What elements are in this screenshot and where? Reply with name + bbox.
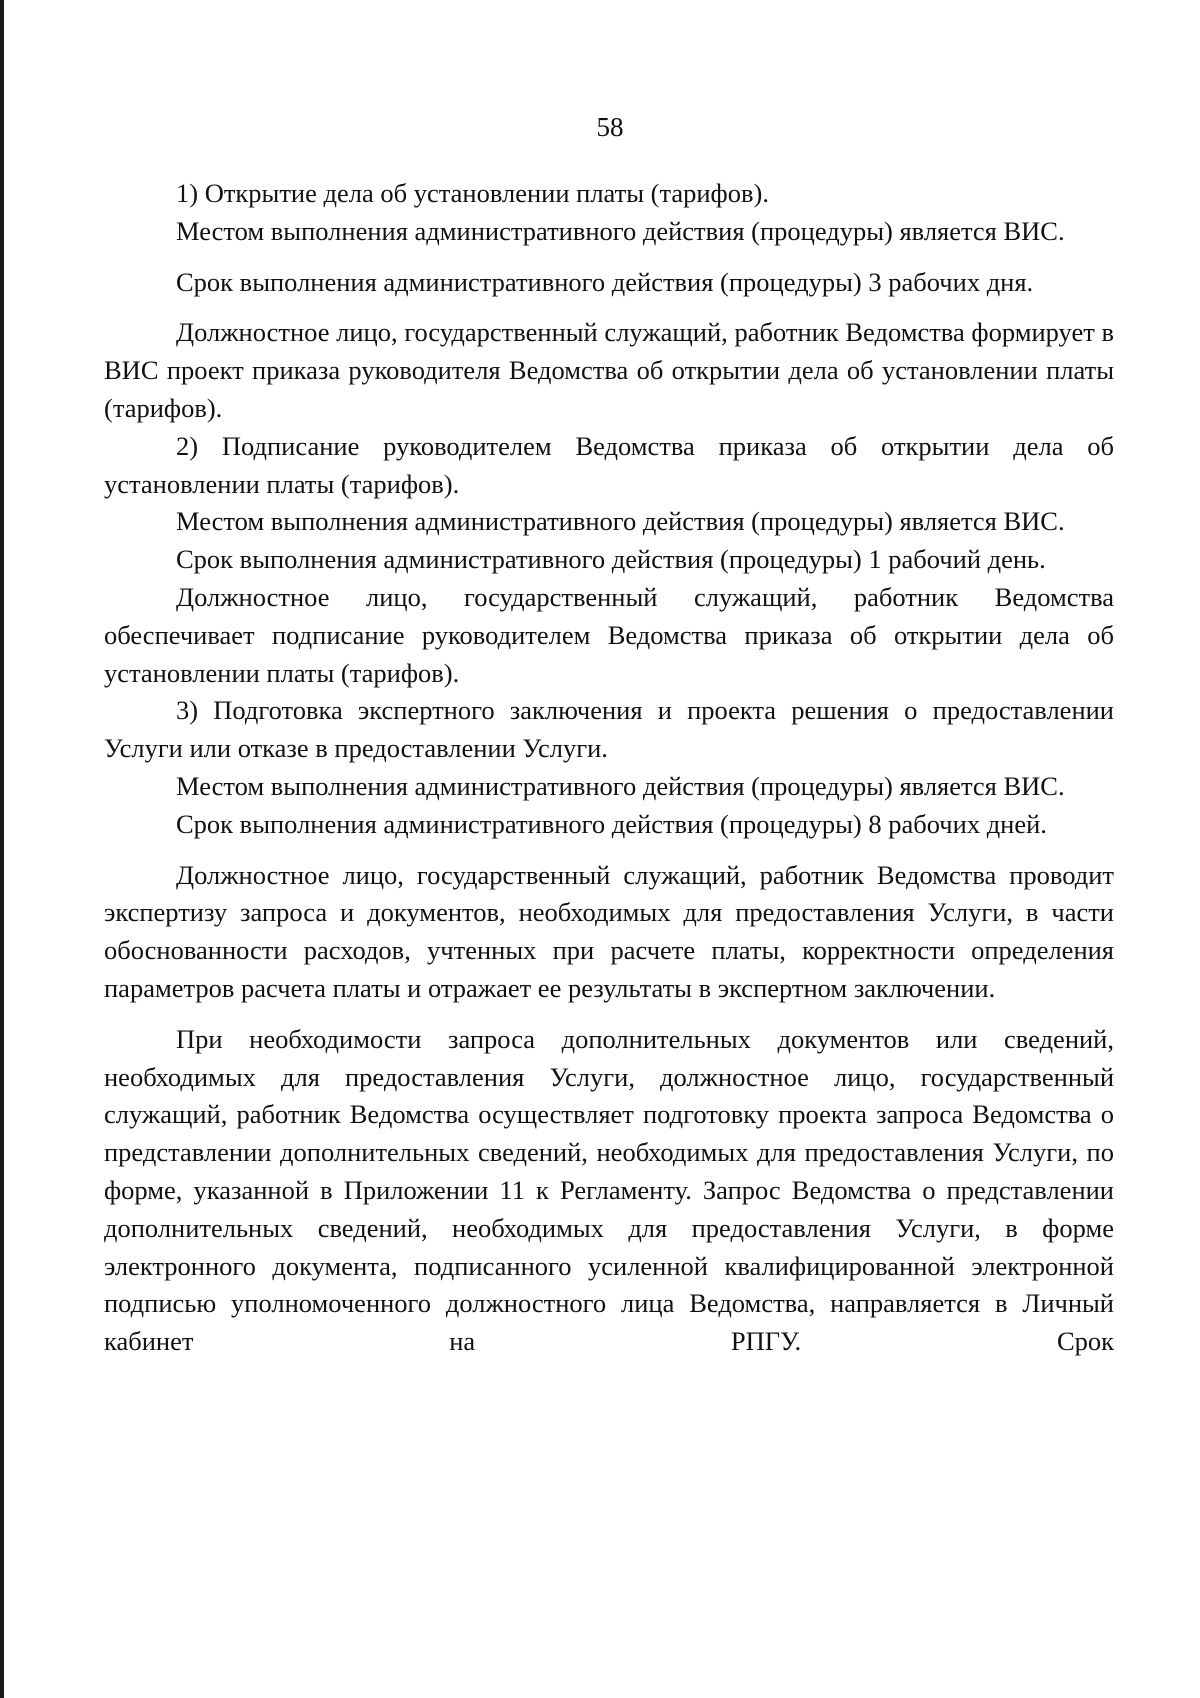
paragraph-step-3-place: Местом выполнения административного действия (процедуры) является ВИС. <box>176 770 1065 801</box>
paragraph-step-1-term: Срок выполнения административного действия (процедуры) 3 рабочих дня. <box>176 266 1034 297</box>
paragraph-step-2-place: Местом выполнения административного действия (процедуры) является ВИС. <box>176 506 1065 537</box>
paragraph-step-1-title: 1) Открытие дела об установлении платы (тарифов). <box>176 178 769 208</box>
document-body <box>104 175 1114 1361</box>
paragraph-step-3-term: Срок выполнения административного действия (процедуры) 8 рабочих дней. <box>176 808 1047 839</box>
paragraph-step-2-title: 2) Подписание руководителем Ведомства приказа об открытии дела об установлении платы (тарифов). <box>104 430 1114 499</box>
paragraph-additional-request: При необходимости запроса дополнительных документов или сведений, необходимых для предоставления Услуги, должностное лицо, государственный служащий, работник Ведомства осуществляет подготовку проекта запроса Ведомства о представлении дополнительных сведений, необходимых для предоставления Услуги, по форме, указанной в Приложении 11 к Регламенту. Запрос Ведомства о представлении дополнительных сведений, необходимых для предоставления Услуги, в форме электронного документа, подписанного усиленной квалифицированной электронной подписью уполномоченного должностного лица Ведомства, направляется в Личный кабинет на РПГУ. Срок <box>104 1023 1114 1357</box>
paragraph-step-3-official: Должностное лицо, государственный служащий, работник Ведомства проводит экспертизу запроса и документов, необходимых для предоставления Услуги, в части обоснованности расходов, учтенных при расчете платы, корректности определения параметров расчета платы и отражает ее результаты в экспертном заключении. <box>104 859 1114 1003</box>
page-number: 58 <box>596 112 624 142</box>
paragraph-step-1-official: Должностное лицо, государственный служащий, работник Ведомства формирует в ВИС проект приказа руководителя Ведомства об открытии дела об установлении платы (тарифов). <box>104 317 1114 423</box>
paragraph-step-2-official: Должностное лицо, государственный служащий, работник Ведомства обеспечивает подписание руководителем Ведомства приказа об открытии дела об установлении платы (тарифов). <box>104 581 1114 688</box>
paragraph-step-3-title: 3) Подготовка экспертного заключения и проекта решения о предоставлении Услуги или отказе в предоставлении Услуги. <box>104 695 1114 764</box>
scan-left-edge <box>0 0 4 1698</box>
paragraph-step-1-place: Местом выполнения административного действия (процедуры) является ВИС. <box>176 215 1065 246</box>
paragraph-step-2-term: Срок выполнения административного действия (процедуры) 1 рабочий день. <box>176 544 1046 575</box>
